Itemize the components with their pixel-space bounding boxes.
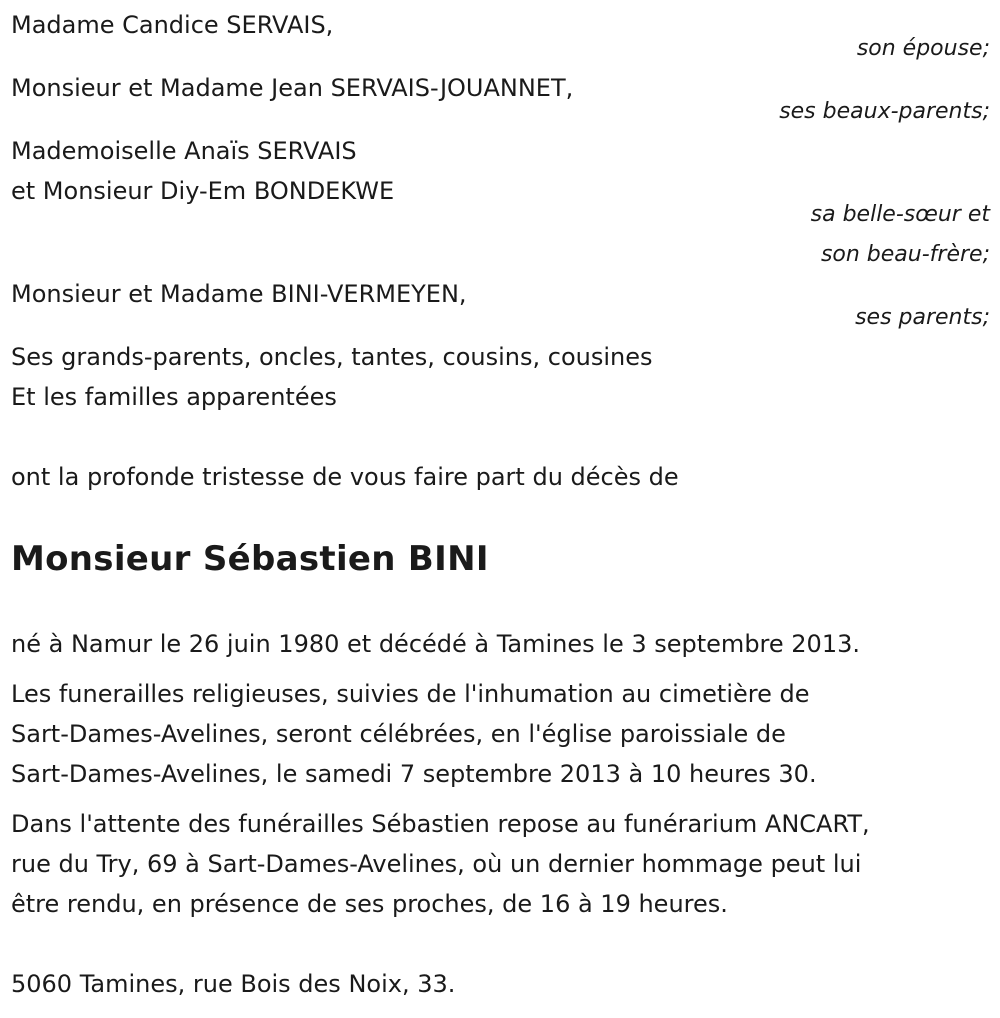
deceased-name: Monsieur Sébastien BINI xyxy=(11,539,489,579)
mourner-1-name: Madame Candice SERVAIS, xyxy=(11,11,334,39)
funeral-line-2: Sart-Dames-Avelines, seront célébrées, en l'église paroissiale de xyxy=(11,720,786,748)
mourner-4-name: Monsieur et Madame BINI-VERMEYEN, xyxy=(11,280,467,308)
announcement-text: ont la profonde tristesse de vous faire part du décès de xyxy=(11,463,679,491)
extended-family-line-2: Et les familles apparentées xyxy=(11,383,337,411)
extended-family-line-1: Ses grands-parents, oncles, tantes, cousins, cousines xyxy=(11,343,653,371)
mourner-2-relation: ses beaux-parents; xyxy=(779,99,990,124)
mourner-3-name-line-1: Mademoiselle Anaïs SERVAIS xyxy=(11,137,357,165)
birth-death-text: né à Namur le 26 juin 1980 et décédé à Tamines le 3 septembre 2013. xyxy=(11,630,860,658)
funeral-line-3: Sart-Dames-Avelines, le samedi 7 septembre 2013 à 10 heures 30. xyxy=(11,760,817,788)
mourner-3-relation-line-2: son beau-frère; xyxy=(820,242,990,267)
visitation-line-2: rue du Try, 69 à Sart-Dames-Avelines, où un dernier hommage peut lui xyxy=(11,850,862,878)
mourner-3-relation-line-1: sa belle-sœur et xyxy=(810,202,990,227)
visitation-line-1: Dans l'attente des funérailles Sébastien repose au funérarium ANCART, xyxy=(11,810,870,838)
funeral-line-1: Les funerailles religieuses, suivies de l'inhumation au cimetière de xyxy=(11,680,810,708)
mourner-4-relation: ses parents; xyxy=(855,305,990,330)
mourner-1-relation: son épouse; xyxy=(856,36,990,61)
visitation-line-3: être rendu, en présence de ses proches, de 16 à 19 heures. xyxy=(11,890,728,918)
mourner-3-name-line-2: et Monsieur Diy-Em BONDEKWE xyxy=(11,177,395,205)
address-text: 5060 Tamines, rue Bois des Noix, 33. xyxy=(11,970,456,998)
mourner-2-name: Monsieur et Madame Jean SERVAIS-JOUANNET, xyxy=(11,74,574,102)
